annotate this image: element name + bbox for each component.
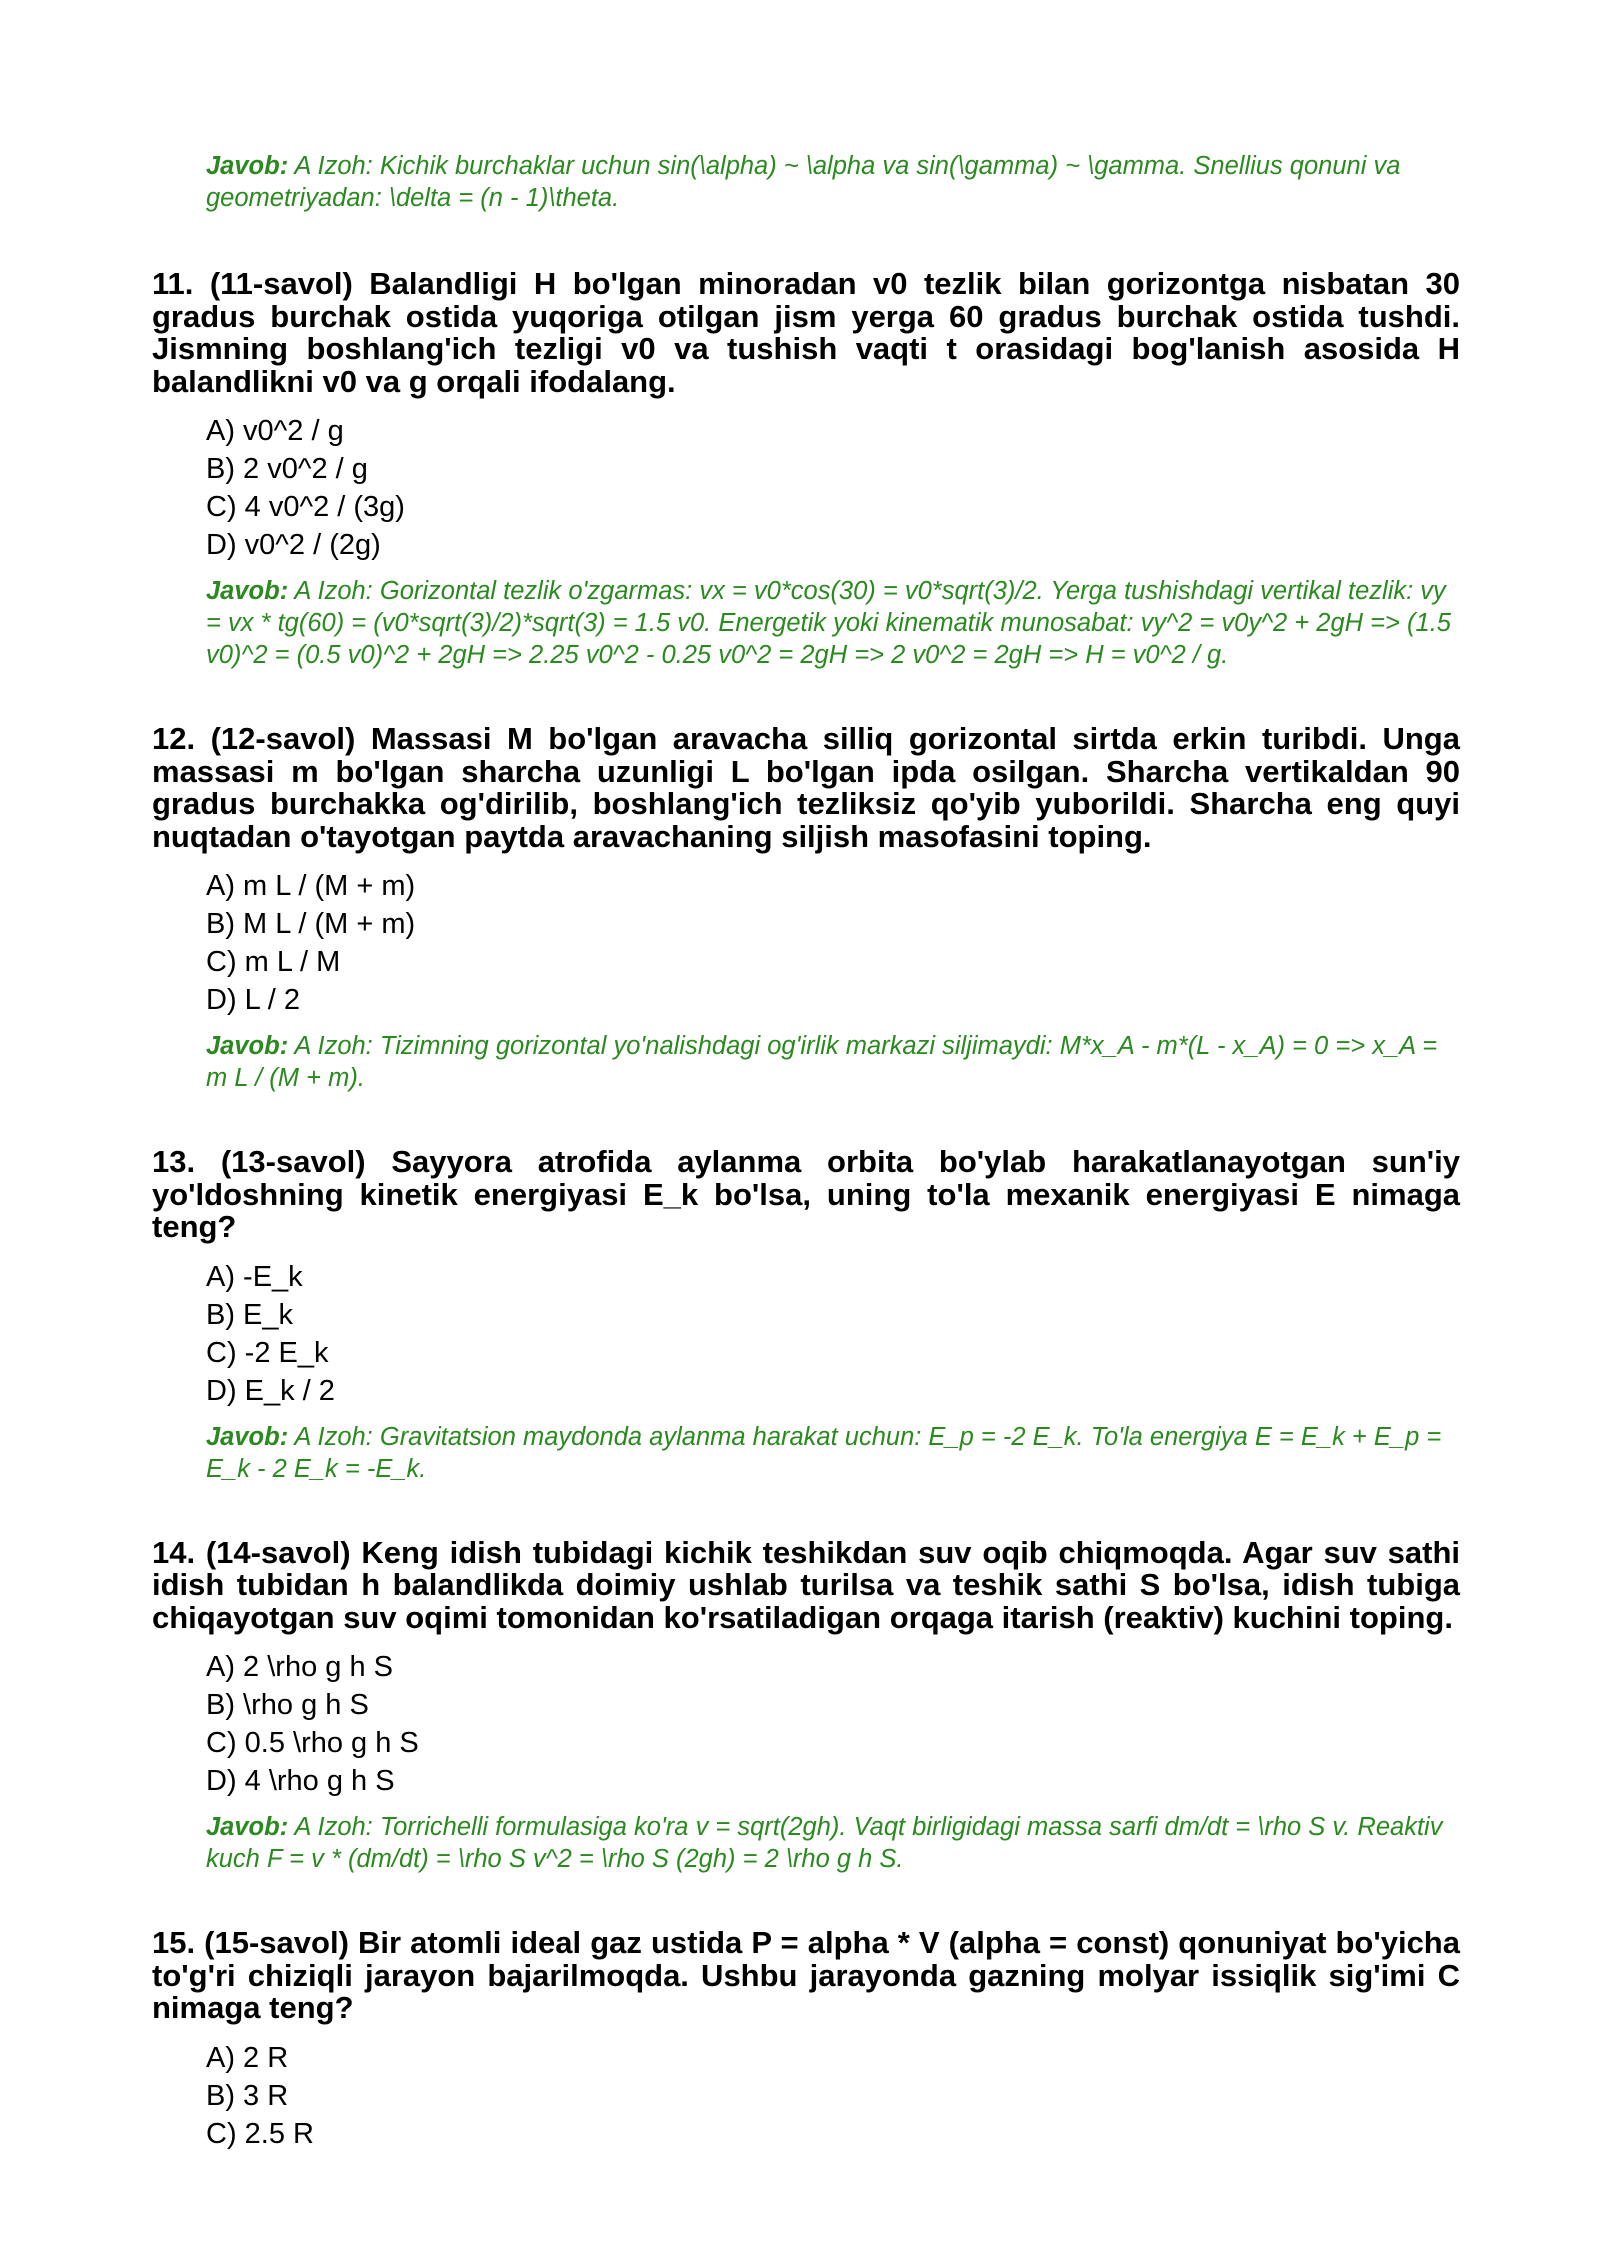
answer-explanation xyxy=(206,575,1460,671)
intro-answer xyxy=(206,150,1460,214)
option-c: C) m L / M xyxy=(206,946,341,978)
options-list xyxy=(206,412,1460,564)
answer-explanation xyxy=(206,1421,1460,1485)
question-block-14 xyxy=(152,1534,1460,1876)
answer-text: A Izoh: Kichik burchaklar uchun sin(\alpha) ~ \alpha va sin(\gamma) ~ \gamma. Snellius qonuni va geometriyadan: \delta = (n - 1)\theta. xyxy=(206,152,1401,212)
options-list xyxy=(206,1648,1460,1800)
option-d: D) v0^2 / (2g) xyxy=(206,529,381,561)
answer-text: A Izoh: Tizimning gorizontal yo'nalishdagi og'irlik markazi siljimaydi: M*x_A - m*(L - x_A) = 0 => x_A = m L / (M + m). xyxy=(206,1032,1438,1092)
answer-text: A Izoh: Torrichelli formulasiga ko'ra v = sqrt(2gh). Vaqt birligidagi massa sarfi dm/dt = \rho S v. Reaktiv kuch F = v * (dm/dt) = \rho S v^2 = \rho S (2gh) = 2 \rho g h S. xyxy=(206,1813,1443,1873)
options-list xyxy=(206,867,1460,1019)
option-a: A) -E_k xyxy=(206,1260,303,1293)
question-text: 12. (12-savol) Massasi M bo'lgan aravacha silliq gorizontal sirtda erkin turibdi. Unga massasi m bo'lgan sharcha uzunligi L bo'lgan ipda osilgan. Sharcha vertikaldan 90 gradus burchakka og'dirilib, boshlang'ich tezliksiz qo'yib yuborildi. Sharcha eng quyi nuqtadan o'tayotgan paytda aravachaning siljish masofasini toping. xyxy=(152,721,1460,854)
options-list xyxy=(206,1258,1460,1410)
option-b: B) 2 v0^2 / g xyxy=(206,453,368,485)
answer-explanation xyxy=(206,1030,1460,1094)
option-b: B) M L / (M + m) xyxy=(206,908,416,940)
question-block-11 xyxy=(152,268,1460,671)
option-a: A) v0^2 / g xyxy=(206,415,344,447)
answer-text: A Izoh: Gorizontal tezlik o'zgarmas: vx = v0*cos(30) = v0*sqrt(3)/2. Yerga tushishdagi vertikal tezlik: vy = vx * tg(60) = (v0*sqrt(3)/2)*sqrt(3) = 1.5 v0. Energetik yoki kinematik munosabat: vy^2 = v0y^2 + 2gH => (1.5 v0)^2 = (0.5 v0)^2 + 2gH => 2.25 v0^2 - 0.25 v0^2 = 2gH => 2 v0^2 = 2gH => H = v0^2 / g. xyxy=(206,577,1451,669)
answer-label: Javob: xyxy=(206,1032,289,1060)
option-a: A) m L / (M + m) xyxy=(206,870,416,902)
answer-label: Javob: xyxy=(206,1422,289,1451)
answer-label: Javob: xyxy=(206,152,289,180)
option-a: A) 2 R xyxy=(206,2041,289,2074)
question-text: 13. (13-savol) Sayyora atrofida aylanma orbita bo'ylab harakatlanayotgan sun'iy yo'ldoshning kinetik energiyasi E_k bo'lsa, uning to'la mexanik energiyasi E nimaga teng? xyxy=(152,1144,1460,1244)
question-text: 15. (15-savol) Bir atomli ideal gaz ustida P = alpha * V (alpha = const) qonuniyat bo'yicha to'g'ri chiziqli jarayon bajarilmoqda. Ushbu jarayonda gazning molyar issiqlik sig'imi C nimaga teng? xyxy=(152,1925,1460,2025)
question-text: 14. (14-savol) Keng idish tubidagi kichik teshikdan suv oqib chiqmoqda. Agar suv sathi idish tubidan h balandlikda doimiy ushlab turilsa va teshik sathi S bo'lsa, idish tubiga chiqayotgan suv oqimi tomonidan ko'rsatiladigan orqaga itarish (reaktiv) kuchini toping. xyxy=(152,1534,1460,1635)
option-c: C) 2.5 R xyxy=(206,2117,314,2150)
answer-text: A Izoh: Gravitatsion maydonda aylanma harakat uchun: E_p = -2 E_k. To'la energiya E = E_k + E_p = E_k - 2 E_k = -E_k. xyxy=(206,1422,1442,1483)
answer-label: Javob: xyxy=(206,1813,289,1841)
document-content xyxy=(152,150,1460,2153)
question-block-13 xyxy=(152,1146,1460,1485)
answer-label: Javob: xyxy=(206,577,289,605)
option-c: C) -2 E_k xyxy=(206,1336,329,1369)
option-b: B) 3 R xyxy=(206,2079,289,2112)
question-text: 11. (11-savol) Balandligi H bo'lgan minoradan v0 tezlik bilan gorizontga nisbatan 30 gradus burchak ostida yuqoriga otilgan jism yerga 60 gradus burchak ostida tushdi. Jismning boshlang'ich tezligi v0 va tushish vaqti t orasidagi bog'lanish asosida H balandlikni v0 va g orqali ifodalang. xyxy=(152,266,1460,399)
question-block-15 xyxy=(152,1927,1460,2153)
option-c: C) 4 v0^2 / (3g) xyxy=(206,491,405,523)
option-b: B) E_k xyxy=(206,1298,294,1331)
option-d: D) 4 \rho g h S xyxy=(206,1765,395,1797)
option-c: C) 0.5 \rho g h S xyxy=(206,1727,419,1759)
answer-explanation xyxy=(206,1811,1460,1875)
option-d: D) E_k / 2 xyxy=(206,1374,335,1407)
options-list xyxy=(206,2039,1460,2153)
option-a: A) 2 \rho g h S xyxy=(206,1651,393,1683)
option-d: D) L / 2 xyxy=(206,984,301,1016)
question-block-12 xyxy=(152,723,1460,1094)
option-b: B) \rho g h S xyxy=(206,1689,369,1721)
